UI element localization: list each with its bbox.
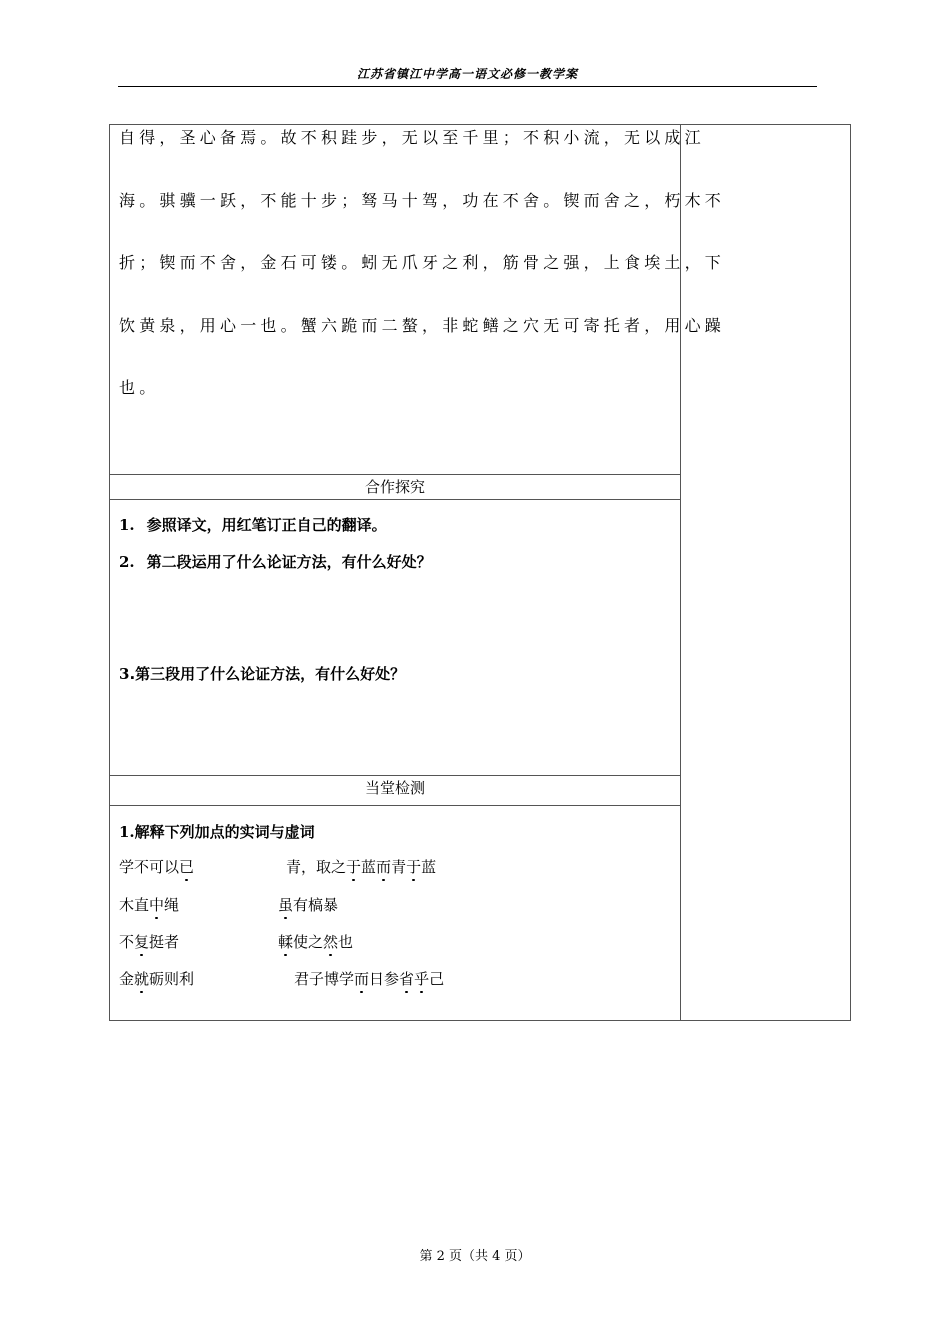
- word-item: 木直中绳: [119, 896, 180, 914]
- page-footer: 第 2 页（共 4 页）: [419, 1249, 531, 1264]
- question-3: [119, 663, 405, 685]
- question-2: [119, 551, 432, 573]
- passage-line: 海。骐骥一跃，不能十步；驽马十驾，功在不舍。锲而舍之，朽木不: [119, 190, 726, 210]
- question-1: [119, 514, 387, 536]
- word-item: 輮使之然也: [278, 933, 354, 951]
- question-text: 参照译文，用红笔订正自己的翻译。: [146, 516, 387, 534]
- emphasis-dot-char: 复: [134, 933, 150, 951]
- passage-line: 折；锲而不舍，金石可镂。蚓无爪牙之利，筋骨之强，上食埃土，下: [119, 253, 726, 272]
- instruction-number: 1.: [119, 823, 135, 841]
- emphasis-dot-char: 乎: [414, 970, 430, 988]
- table-border-left: [109, 124, 110, 1021]
- emphasis-dot-char: 中: [149, 896, 165, 914]
- page-header: 江苏省镇江中学高一语文必修一教学案: [118, 64, 817, 87]
- passage-line: 也。: [119, 378, 160, 397]
- emphasis-dot-char: 然: [323, 933, 339, 951]
- question-number: 1.: [119, 516, 135, 534]
- word-item: 君子博学而日参省乎己: [294, 970, 445, 988]
- section-title-test: 当堂检测: [364, 779, 425, 797]
- emphasis-dot-char: 而: [376, 858, 392, 876]
- question-text: .第三段用了什么论证方法，有什么好处？: [129, 665, 406, 683]
- emphasis-dot-char: 于: [346, 858, 362, 876]
- table-border-right: [850, 124, 851, 1021]
- instruction-text: 解释下列加点的实词与虚词: [134, 823, 315, 841]
- emphasis-dot-char: 就: [134, 970, 150, 988]
- word-item: 虽有槁暴: [278, 896, 339, 914]
- question-number: 3: [119, 665, 130, 683]
- row-divider: [109, 499, 680, 500]
- test-instruction: [119, 821, 315, 843]
- passage-line: 自得，圣心备焉。故不积跬步，无以至千里；不积小流，无以成江: [119, 128, 705, 147]
- question-text: 第二段运用了什么论证方法，有什么好处？: [146, 553, 432, 571]
- passage-line: 饮黄泉，用心一也。蟹六跪而二螯，非蛇鳝之穴无可寄托者，用心躁: [119, 315, 726, 335]
- emphasis-dot-char: 虽: [278, 896, 294, 914]
- section-title-cooperation: 合作探究: [364, 478, 425, 496]
- emphasis-dot-char: 省: [399, 970, 415, 988]
- emphasis-dot-char: 輮: [278, 933, 294, 951]
- emphasis-dot-char: 已: [179, 858, 195, 876]
- emphasis-dot-char: 而: [354, 970, 370, 988]
- word-item: 青，取之于蓝而青于蓝: [286, 858, 437, 876]
- row-divider: [109, 805, 680, 806]
- passage-text: [119, 125, 726, 438]
- question-number: 2.: [119, 553, 135, 571]
- word-item: 学不可以已: [119, 858, 195, 876]
- word-item: 不复挺者: [119, 933, 180, 951]
- table-border-bottom: [109, 1020, 851, 1021]
- word-item: 金就砺则利: [119, 970, 195, 988]
- emphasis-dot-char: 于: [406, 858, 422, 876]
